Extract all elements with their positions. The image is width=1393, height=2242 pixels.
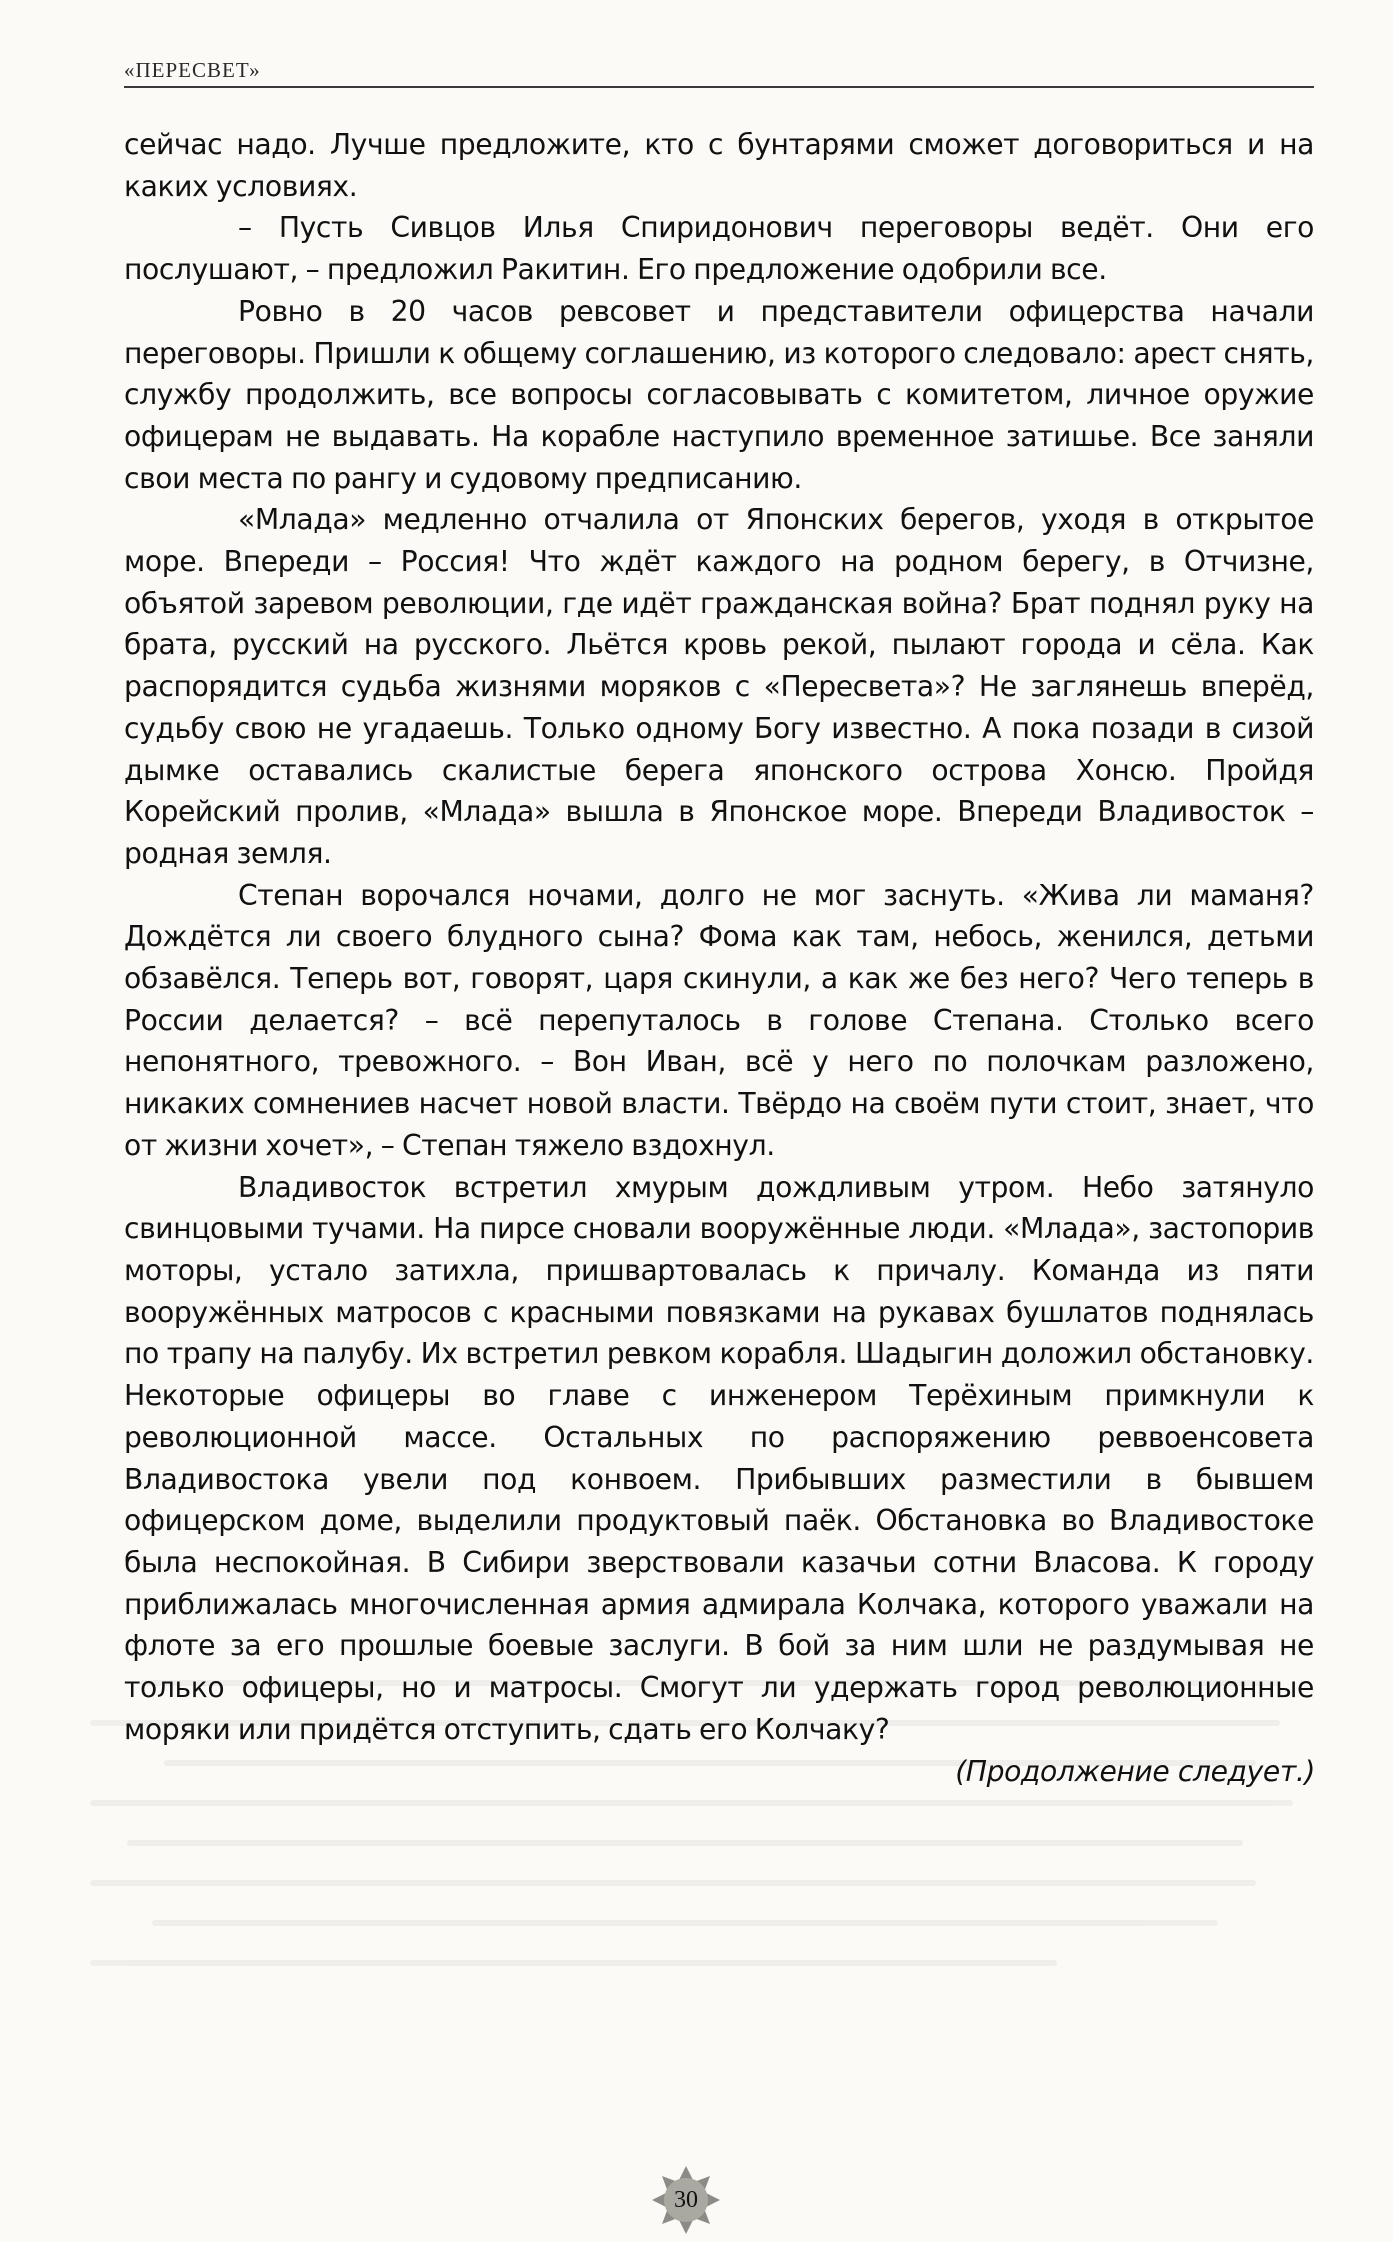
page-number-badge bbox=[652, 2166, 720, 2234]
paragraph: Степан ворочался ночами, долго не мог заснуть. «Жива ли маманя? Дождётся ли своего блудного сына? Фома как там, небось, женился, детьми обзавёлся. Теперь вот, говорят, царя скинули, а как же без него? Чего теперь в России делается? – всё перепуталось в голове Степана. Столько всего непонятного, тревожного. – Вон Иван, всё у него по полочкам разложено, никаких сомнениев насчет новой власти. Твёрдо на своём пути стоит, знает, что от жизни хочет», – Степан тяжело вздохнул. bbox=[124, 878, 1314, 1162]
body-text bbox=[124, 124, 1314, 1750]
paragraph: Владивосток встретил хмурым дождливым утром. Небо затянуло свинцовыми тучами. На пирсе сновали вооружённые люди. «Млада», застопорив моторы, устало затихла, пришвартовалась к причалу. Команда из пяти вооружённых матросов с красными повязками на рукавах бушлатов поднялась по трапу на палубу. Их встретил ревком корабля. Шадыгин доложил обстановку. Некоторые офицеры во главе с инженером Терёхиным примкнули к революционной массе. Остальных по распоряжению реввоенсовета Владивостока увели под конвоем. Прибывших разместили в бывшем офицерском доме, выделили продуктовый паёк. Обстановка во Владивостоке была неспокойная. В Сибири зверствовали казачьи сотни Власова. К городу приближалась многочисленная армия адмирала Колчака, которого уважали на флоте за его прошлые боевые заслуги. В бой за ним шли не раздумывая не только офицеры, но и матросы. Смогут ли удержать город революционные моряки или придётся отступить, сдать его Колчаку? bbox=[124, 1170, 1314, 1746]
paragraph: Ровно в 20 часов ревсовет и представители офицерства начали переговоры. Пришли к общему соглашению, из которого следовало: арест снять, службу продолжить, все вопросы согласовывать с комитетом, личное оружие офицерам не выдавать. На корабле наступило временное затишье. Все заняли свои места по рангу и судовому предписанию. bbox=[124, 294, 1314, 495]
running-header bbox=[124, 58, 1314, 82]
paragraph: – Пусть Сивцов Илья Спиридонович переговоры ведёт. Они его послушают, – предложил Ракитин. Его предложение одобрили все. bbox=[124, 211, 1314, 287]
page-number: 30 bbox=[674, 2187, 698, 2213]
header-rule bbox=[124, 86, 1314, 88]
paragraph: «Млада» медленно отчалила от Японских берегов, уходя в открытое море. Впереди – Россия! Что ждёт каждого на родном берегу, в Отчизне, объятой заревом революции, где идёт гражданская война? Брат поднял руку на брата, русский на русского. Льётся кровь рекой, пылают города и сёла. Как распорядится судьба жизнями моряков с «Пересвета»? Не заглянешь вперёд, судьбу свою не угадаешь. Только одному Богу известно. А пока позади в сизой дымке оставались скалистые берега японского острова Хонсю. Пройдя Корейский пролив, «Млада» вышла в Японское море. Впереди Владивосток – родная земля. bbox=[124, 503, 1314, 870]
running-header-title: «ПЕРЕСВЕТ» bbox=[124, 58, 261, 82]
continuation-note: (Продолжение следует.) bbox=[955, 1755, 1315, 1788]
paragraph: сейчас надо. Лучше предложите, кто с бунтарями сможет договориться и на каких условиях. bbox=[124, 128, 1314, 203]
